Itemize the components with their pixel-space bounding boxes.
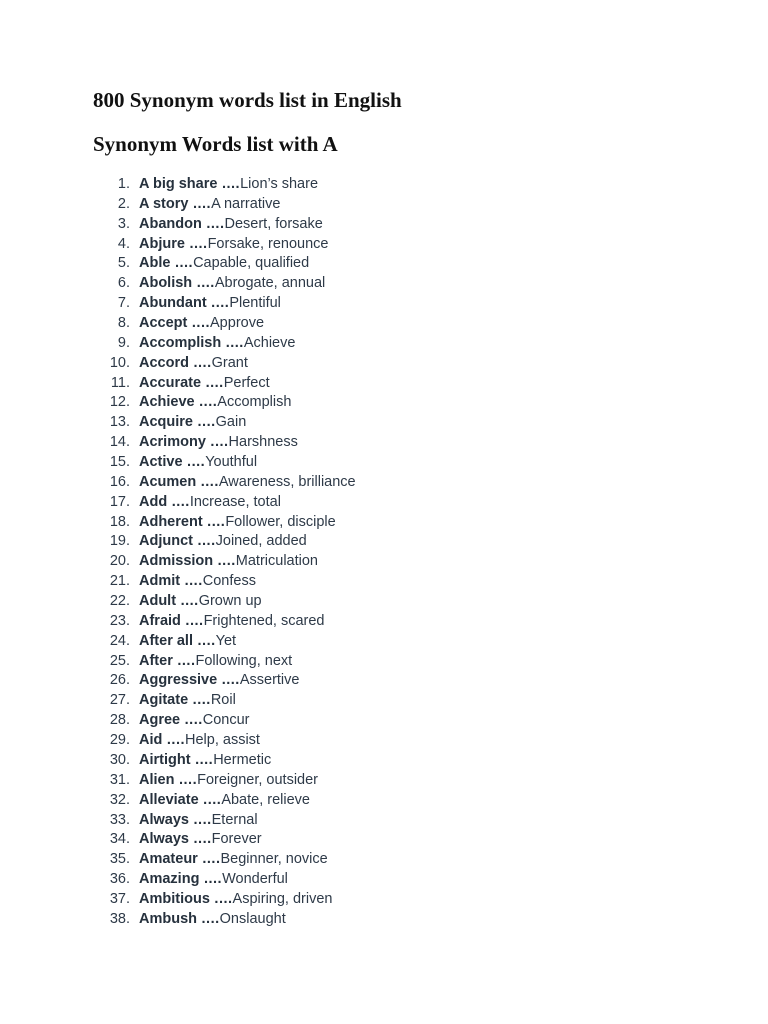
synonym-meaning: Frightened, scared	[203, 612, 325, 629]
synonym-word: Accurate	[139, 374, 202, 391]
synonym-meaning: Onslaught	[219, 910, 286, 927]
list-item-text	[139, 392, 291, 412]
list-item-text	[139, 889, 332, 909]
synonym-meaning: Forever	[211, 831, 262, 848]
synonym-separator: ....	[221, 334, 244, 351]
list-item-number: 37.	[109, 890, 130, 907]
synonym-separator: ....	[180, 612, 204, 629]
synonym-meaning: Increase, total	[189, 493, 281, 510]
list-item-number: 16.	[109, 473, 130, 490]
synonym-meaning: Awareness, brilliance	[218, 473, 356, 490]
synonym-meaning: Grown up	[198, 593, 262, 610]
synonym-separator: ....	[172, 652, 196, 669]
synonym-meaning: Wonderful	[222, 871, 288, 888]
list-item-text	[139, 452, 257, 472]
list-item-number: 10.	[109, 354, 130, 371]
list-item-text	[139, 810, 258, 830]
synonym-meaning: Desert, forsake	[224, 215, 323, 232]
synonym-word: Abundant	[139, 295, 207, 312]
synonym-word: Alleviate	[139, 791, 199, 808]
list-item-number: 17.	[109, 493, 130, 510]
synonym-separator: ....	[201, 215, 225, 232]
synonym-separator: ....	[188, 354, 212, 371]
synonym-word: Agitate	[139, 692, 189, 709]
list-item-number: 1.	[117, 176, 130, 192]
synonym-meaning: Foreigner, outsider	[197, 771, 319, 788]
section-heading: Synonym Words list with A	[93, 132, 338, 156]
list-item-number: 24.	[109, 632, 130, 649]
synonym-separator: ....	[206, 295, 230, 312]
list-item-text	[139, 710, 250, 730]
list-item-text	[139, 472, 356, 492]
synonym-word: After	[139, 652, 173, 669]
synonym-word: Aid	[139, 732, 163, 749]
list-item-text	[139, 293, 281, 313]
synonym-word: Adjunct	[139, 533, 193, 550]
synonym-word: After all	[139, 632, 193, 649]
synonym-word: Able	[139, 255, 171, 272]
synonym-word: A story	[139, 195, 189, 212]
synonym-word: Amateur	[139, 851, 198, 868]
synonym-word: Abjure	[139, 235, 185, 252]
synonym-word: Ambush	[139, 910, 197, 927]
list-item-text	[139, 750, 271, 770]
list-item-text	[139, 611, 324, 631]
synonym-separator: ....	[184, 235, 208, 252]
list-item-number: 29.	[109, 732, 130, 749]
list-item-number: 15.	[109, 454, 130, 471]
list-item-number: 36.	[109, 871, 130, 888]
list-item-text	[139, 551, 318, 571]
list-item-text	[139, 313, 264, 333]
list-item-text	[139, 214, 323, 234]
synonym-word: Alien	[139, 771, 175, 788]
list-item-text	[139, 770, 318, 790]
list-item-number: 33.	[109, 811, 130, 828]
synonym-separator: ....	[197, 910, 220, 927]
list-item-number: 13.	[109, 414, 130, 431]
synonym-meaning: Hermetic	[213, 751, 272, 768]
synonym-separator: ....	[194, 394, 218, 411]
synonym-word: A big share	[139, 176, 218, 192]
list-item-number: 23.	[109, 612, 130, 629]
list-item-number: 11.	[110, 374, 130, 391]
synonym-separator: ....	[213, 553, 236, 570]
synonym-word: Aggressive	[139, 672, 218, 689]
list-item-number: 38.	[109, 910, 130, 927]
synonym-separator: ....	[162, 732, 186, 749]
synonym-separator: ....	[192, 275, 215, 292]
synonym-separator: ....	[180, 573, 203, 590]
list-item-number: 3.	[117, 215, 130, 232]
synonym-separator: ....	[182, 454, 206, 471]
synonym-meaning: Abrogate, annual	[214, 275, 326, 292]
synonym-meaning: Confess	[202, 573, 256, 590]
synonym-meaning: Beginner, novice	[220, 851, 328, 868]
list-item-text	[139, 492, 281, 512]
synonym-meaning: A narrative	[211, 195, 281, 212]
synonym-meaning: Follower, disciple	[225, 513, 336, 530]
synonym-word: Acrimony	[139, 434, 206, 451]
list-item-text	[139, 512, 336, 532]
list-item-number: 25.	[109, 652, 130, 669]
list-item-text	[139, 591, 262, 611]
list-item-text	[139, 571, 256, 591]
synonym-meaning: Forsake, renounce	[207, 235, 329, 252]
synonym-meaning: Plentiful	[229, 295, 281, 312]
synonym-separator: ....	[209, 890, 233, 907]
synonym-word: Ambitious	[139, 890, 210, 907]
synonym-separator: ....	[205, 434, 229, 451]
list-item-text	[139, 790, 310, 810]
list-item-text	[139, 849, 328, 869]
synonym-separator: ....	[188, 195, 212, 212]
list-item-text	[139, 373, 270, 393]
synonym-separator: ....	[188, 831, 212, 848]
list-item-number: 34.	[109, 831, 130, 848]
list-item-number: 35.	[109, 851, 130, 868]
synonym-word: Amazing	[139, 871, 200, 888]
synonym-meaning: Roil	[210, 692, 236, 709]
synonym-meaning: Abate, relieve	[221, 791, 310, 808]
synonym-separator: ....	[174, 771, 198, 788]
synonym-word: Acquire	[139, 414, 193, 431]
list-item-text	[139, 909, 286, 929]
synonym-separator: ....	[187, 315, 211, 332]
synonym-word: Admission	[139, 553, 214, 570]
list-item-text	[139, 234, 328, 254]
list-item-text	[139, 651, 292, 671]
list-item-number: 19.	[109, 533, 130, 550]
synonym-separator: ....	[199, 871, 223, 888]
synonym-separator: ....	[193, 632, 216, 649]
list-item-text	[139, 174, 318, 194]
synonym-separator: ....	[201, 374, 224, 391]
synonym-word: Always	[139, 811, 189, 828]
synonym-meaning: Matriculation	[235, 553, 318, 570]
synonym-word: Adult	[139, 593, 177, 610]
synonym-word: Admit	[139, 573, 181, 590]
list-item-number: 8.	[117, 315, 130, 332]
synonym-meaning: Capable, qualified	[193, 255, 310, 272]
list-item-number: 4.	[117, 235, 130, 252]
synonym-word: Abolish	[139, 275, 193, 292]
list-item-number: 5.	[117, 255, 130, 272]
list-item-text	[139, 194, 280, 214]
list-item-text	[139, 273, 325, 293]
list-item-text	[139, 690, 236, 710]
list-item-number: 18.	[109, 513, 130, 530]
synonym-word: Adherent	[139, 513, 203, 530]
list-item-number: 31.	[109, 771, 130, 788]
synonym-meaning: Aspiring, driven	[232, 890, 333, 907]
list-item-text	[139, 531, 307, 551]
synonym-meaning: Lion’s share	[240, 176, 319, 192]
synonym-meaning: Accomplish	[217, 394, 292, 411]
synonym-word: Acumen	[139, 473, 197, 490]
list-item-number: 22.	[109, 593, 130, 610]
synonym-word: Abandon	[139, 215, 202, 232]
synonym-meaning: Following, next	[195, 652, 293, 669]
list-item-number: 20.	[109, 553, 130, 570]
synonym-separator: ....	[188, 692, 211, 709]
list-item-text	[139, 670, 299, 690]
synonym-separator: ....	[170, 255, 194, 272]
list-item-number: 30.	[109, 751, 130, 768]
synonym-meaning: Gain	[215, 414, 247, 431]
synonym-word: Active	[139, 454, 183, 471]
list-item-text	[139, 353, 248, 373]
synonym-separator: ....	[198, 791, 222, 808]
synonym-word: Accomplish	[139, 334, 222, 351]
synonym-word: Always	[139, 831, 189, 848]
list-item-number: 21.	[109, 573, 130, 590]
list-item-text	[139, 333, 295, 353]
list-item-text	[139, 829, 262, 849]
list-item-number: 2.	[117, 195, 130, 212]
synonym-meaning: Achieve	[243, 334, 296, 351]
synonym-meaning: Harshness	[228, 434, 298, 451]
synonym-separator: ....	[217, 672, 240, 689]
synonym-separator: ....	[193, 414, 216, 431]
synonym-word: Accord	[139, 354, 189, 371]
synonym-meaning: Concur	[202, 712, 250, 729]
synonym-meaning: Eternal	[211, 811, 258, 828]
list-item-text	[139, 432, 298, 452]
list-item-number: 6.	[117, 275, 130, 292]
list-item-text	[139, 253, 309, 273]
synonym-separator: ....	[192, 533, 216, 550]
synonym-word: Add	[139, 493, 168, 510]
synonym-meaning: Yet	[215, 632, 237, 649]
synonym-separator: ....	[217, 176, 241, 192]
list-item-number: 9.	[117, 334, 130, 351]
synonym-separator: ....	[167, 493, 190, 510]
synonym-meaning: Joined, added	[215, 533, 307, 550]
list-item-text	[139, 869, 288, 889]
synonym-meaning: Grant	[211, 354, 248, 371]
synonym-word: Airtight	[139, 751, 191, 768]
list-item-number: 26.	[109, 672, 130, 689]
synonym-separator: ....	[188, 811, 212, 828]
list-item-number: 28.	[109, 712, 130, 729]
synonym-separator: ....	[202, 513, 226, 530]
synonym-meaning: Youthful	[205, 454, 258, 471]
list-item-number: 7.	[117, 295, 130, 312]
synonym-separator: ....	[180, 712, 203, 729]
list-item-text	[139, 631, 236, 651]
synonym-separator: ....	[196, 473, 219, 490]
list-item-text	[139, 412, 246, 432]
list-item-number: 32.	[109, 791, 130, 808]
synonym-separator: ....	[176, 593, 199, 610]
synonym-word: Achieve	[139, 394, 195, 411]
synonym-word: Agree	[139, 712, 181, 729]
synonym-separator: ....	[190, 751, 214, 768]
synonym-word: Accept	[139, 315, 188, 332]
synonym-meaning: Help, assist	[185, 732, 260, 749]
list-item-text	[139, 730, 260, 750]
page-title: 800 Synonym words list in English	[93, 88, 402, 112]
synonym-meaning: Assertive	[239, 672, 300, 689]
list-item-number: 14.	[109, 434, 130, 451]
synonym-meaning: Approve	[210, 315, 265, 332]
synonym-separator: ....	[197, 851, 221, 868]
list-item-number: 12.	[109, 394, 130, 411]
list-item-number: 27.	[109, 692, 130, 709]
synonym-meaning: Perfect	[223, 374, 270, 391]
synonym-word: Afraid	[139, 612, 181, 629]
